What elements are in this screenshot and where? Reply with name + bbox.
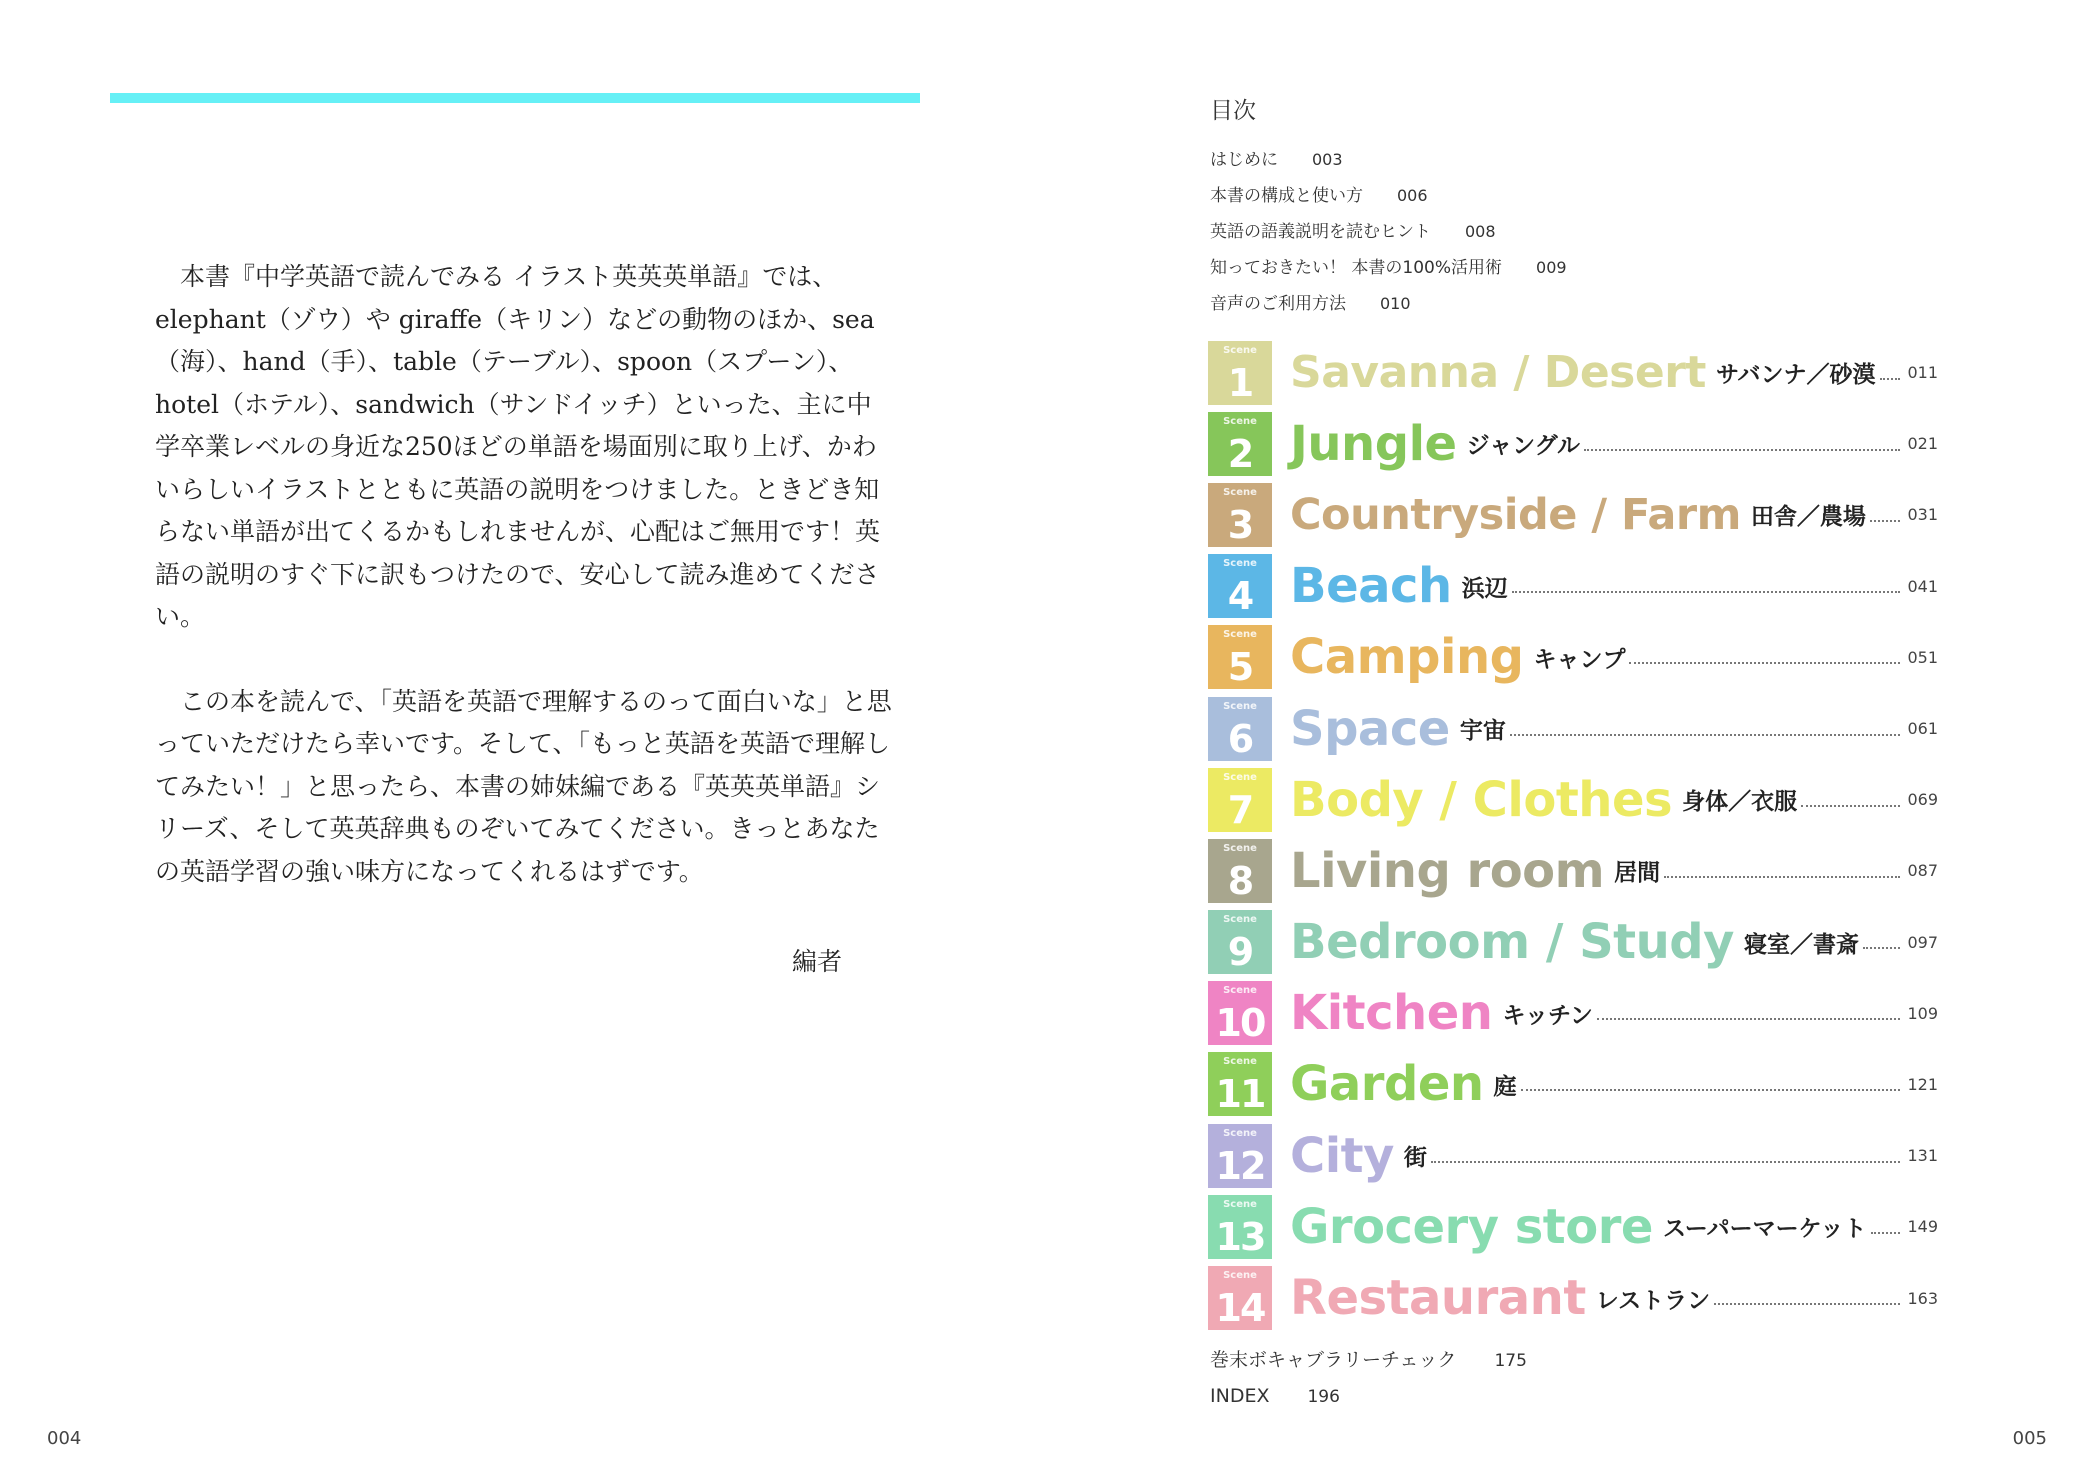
dot-leader: [1584, 449, 1900, 451]
scene-page-number: 121: [1907, 1074, 1938, 1094]
scene-title-en: Living room: [1290, 842, 1605, 899]
toc-scene-item[interactable]: [1208, 835, 1938, 906]
scene-title-jp: キッチン: [1502, 1002, 1593, 1029]
scene-number: 2: [1227, 431, 1253, 476]
scene-number-badge: [1208, 839, 1272, 903]
scene-title-en: Grocery store: [1290, 1198, 1653, 1255]
scene-number-badge: [1208, 697, 1272, 761]
toc-front-matter: [1210, 146, 1567, 326]
scene-title-en: Camping: [1290, 629, 1524, 686]
scene-title-en: Body / Clothes: [1290, 771, 1673, 828]
toc-back-item[interactable]: 巻末ボキャブラリーチェック 175: [1210, 1349, 1527, 1371]
toc-back-item[interactable]: INDEX 196: [1210, 1385, 1340, 1407]
scene-page-number: 109: [1907, 1003, 1938, 1023]
scene-title-en: Restaurant: [1290, 1270, 1586, 1327]
scene-number: 5: [1227, 645, 1253, 690]
scene-number: 7: [1227, 787, 1253, 832]
scene-number-badge: [1208, 1195, 1272, 1259]
scene-number-badge: [1208, 1052, 1272, 1116]
scene-title-en: Bedroom / Study: [1290, 914, 1734, 971]
toc-front-item[interactable]: はじめに 003: [1210, 150, 1343, 170]
scene-title-en: Space: [1290, 700, 1450, 757]
scene-number: 3: [1227, 502, 1253, 547]
scene-number: 9: [1227, 930, 1253, 975]
scene-title-jp: サバンナ／砂漠: [1715, 362, 1876, 389]
dot-leader: [1801, 805, 1900, 807]
scene-title-jp: スーパーマーケット: [1662, 1216, 1867, 1243]
scene-title-jp: 宇宙: [1459, 718, 1506, 745]
dot-leader: [1629, 662, 1900, 664]
scene-title-jp: キャンプ: [1533, 646, 1626, 673]
toc-scene-item[interactable]: [1208, 978, 1938, 1049]
scene-page-number: 051: [1907, 647, 1938, 667]
scene-label: Scene: [1223, 344, 1257, 356]
left-page: [0, 0, 1039, 1481]
dot-leader: [1512, 591, 1900, 593]
toc-front-item[interactable]: 音声のご利用方法 010: [1210, 294, 1411, 314]
scene-title-jp: 居間: [1614, 860, 1661, 887]
scene-label: Scene: [1223, 700, 1257, 712]
toc-scene-item[interactable]: [1208, 1049, 1938, 1120]
scene-number-badge: [1208, 625, 1272, 689]
scene-number-badge: [1208, 1266, 1272, 1330]
scene-title-en: City: [1290, 1127, 1394, 1184]
page-number-right: 005: [2012, 1428, 2047, 1449]
toc-scene-item[interactable]: [1208, 479, 1938, 550]
scene-title-en: Jungle: [1290, 415, 1457, 472]
toc-scene-item[interactable]: [1208, 1191, 1938, 1262]
scene-label: Scene: [1223, 486, 1257, 498]
toc-back-matter: [1210, 1345, 1527, 1417]
toc-front-item[interactable]: 知っておきたい！ 本書の100%活用術 009: [1210, 258, 1567, 278]
scene-number-badge: [1208, 412, 1272, 476]
toc-front-item[interactable]: 英語の語義説明を読むヒント 008: [1210, 222, 1496, 242]
toc-scene-item[interactable]: [1208, 551, 1938, 622]
scene-page-number: 031: [1907, 505, 1938, 525]
toc-scene-item[interactable]: [1208, 907, 1938, 978]
scene-number: 11: [1215, 1072, 1265, 1117]
scene-number: 13: [1215, 1214, 1265, 1259]
page-number-left: 004: [47, 1428, 82, 1449]
toc-scene-item[interactable]: [1208, 693, 1938, 764]
scene-number-badge: [1208, 910, 1272, 974]
scene-number: 4: [1227, 574, 1253, 619]
scene-number: 14: [1215, 1286, 1265, 1331]
scene-label: Scene: [1223, 415, 1257, 427]
scene-label: Scene: [1223, 985, 1257, 997]
scene-label: Scene: [1223, 629, 1257, 641]
dot-leader: [1597, 1018, 1900, 1020]
scene-number-badge: [1208, 341, 1272, 405]
toc-scene-item[interactable]: [1208, 1262, 1938, 1333]
scene-number-badge: [1208, 483, 1272, 547]
scene-title-en: Countryside / Farm: [1290, 489, 1741, 540]
scene-label: Scene: [1223, 1270, 1257, 1282]
scene-page-number: 061: [1907, 719, 1938, 739]
author-credit: 編者: [792, 947, 843, 976]
toc-title: 目次: [1210, 98, 1256, 124]
scene-page-number: 041: [1907, 576, 1938, 596]
toc-scene-item[interactable]: [1208, 337, 1938, 408]
scene-page-number: 069: [1907, 790, 1938, 810]
scene-title-jp: 田舎／農場: [1750, 504, 1866, 531]
dot-leader: [1431, 1161, 1900, 1163]
scene-label: Scene: [1223, 1198, 1257, 1210]
toc-scene-item[interactable]: [1208, 1120, 1938, 1191]
scene-label: Scene: [1223, 771, 1257, 783]
scene-title-jp: 街: [1403, 1145, 1427, 1172]
scene-number: 12: [1215, 1143, 1265, 1188]
scene-label: Scene: [1223, 1056, 1257, 1068]
scene-title-en: Garden: [1290, 1056, 1484, 1113]
scene-page-number: 087: [1907, 861, 1938, 881]
toc-scene-item[interactable]: [1208, 408, 1938, 479]
scene-number: 6: [1227, 716, 1253, 761]
preface-paragraph-2: この本を読んで、「英語を英語で理解するのって面白いな」と思っていただけたら幸いです。そして、「もっと英語を英語で理解してみたい！」と思ったら、本書の姉妹編である『英英英単語』シリーズ、そして英英辞典ものぞいてみてください。きっとあなたの英語学習の強い味方になってくれるはずです。: [155, 686, 892, 886]
preface-paragraph-1: 本書『中学英語で読んでみる イラスト英英英単語』では、elephant（ゾウ）や giraffe（キリン）などの動物のほか、sea（海）、hand（手）、table（テーブル）、spoon（スプーン）、hotel（ホテル）、sandwich（サンドイッチ）といった、主に中学卒業レベルの身近な250ほどの単語を場面別に取り上げ、かわいらしいイラストとともに英語の説明をつけました。ときどき知らない単語が出てくるかもしれませんが、心配はご無用です！英語の説明のすぐ下に訳もつけたので、安心して読み進めてください。: [155, 262, 881, 631]
scene-label: Scene: [1223, 842, 1257, 854]
scene-page-number: 163: [1907, 1288, 1938, 1308]
scene-number: 8: [1227, 858, 1253, 903]
dot-leader: [1880, 378, 1900, 380]
toc-scene-list: [1208, 337, 1938, 1334]
scene-title-en: Savanna / Desert: [1290, 346, 1706, 398]
scene-label: Scene: [1223, 914, 1257, 926]
dot-leader: [1870, 520, 1900, 522]
scene-label: Scene: [1223, 1127, 1257, 1139]
scene-page-number: 131: [1907, 1146, 1938, 1166]
header-accent-bar: [110, 93, 920, 103]
scene-title-en: Beach: [1290, 558, 1452, 615]
scene-page-number: 097: [1907, 932, 1938, 952]
scene-page-number: 011: [1907, 363, 1938, 383]
scene-title-jp: 庭: [1493, 1073, 1517, 1100]
dot-leader: [1510, 734, 1900, 736]
toc-scene-item[interactable]: [1208, 622, 1938, 693]
scene-number-badge: [1208, 981, 1272, 1045]
dot-leader: [1664, 876, 1900, 878]
toc-scene-item[interactable]: [1208, 764, 1938, 835]
toc-front-item[interactable]: 本書の構成と使い方 006: [1210, 186, 1428, 206]
scene-number: 1: [1227, 360, 1253, 405]
scene-number-badge: [1208, 768, 1272, 832]
scene-page-number: 149: [1907, 1217, 1938, 1237]
scene-label: Scene: [1223, 558, 1257, 570]
scene-title-jp: 寝室／書斎: [1743, 931, 1859, 958]
scene-title-en: Kitchen: [1290, 985, 1493, 1042]
dot-leader: [1863, 947, 1900, 949]
scene-title-jp: 身体／衣服: [1682, 789, 1798, 816]
dot-leader: [1871, 1232, 1900, 1234]
dot-leader: [1521, 1089, 1900, 1091]
scene-page-number: 021: [1907, 434, 1938, 454]
scene-number-badge: [1208, 554, 1272, 618]
preface-text: [155, 256, 895, 935]
scene-title-jp: ジャングル: [1466, 433, 1580, 460]
scene-title-jp: 浜辺: [1461, 575, 1508, 602]
scene-number-badge: [1208, 1124, 1272, 1188]
dot-leader: [1714, 1303, 1900, 1305]
scene-number: 10: [1215, 1001, 1265, 1046]
scene-title-jp: レストラン: [1595, 1287, 1711, 1314]
